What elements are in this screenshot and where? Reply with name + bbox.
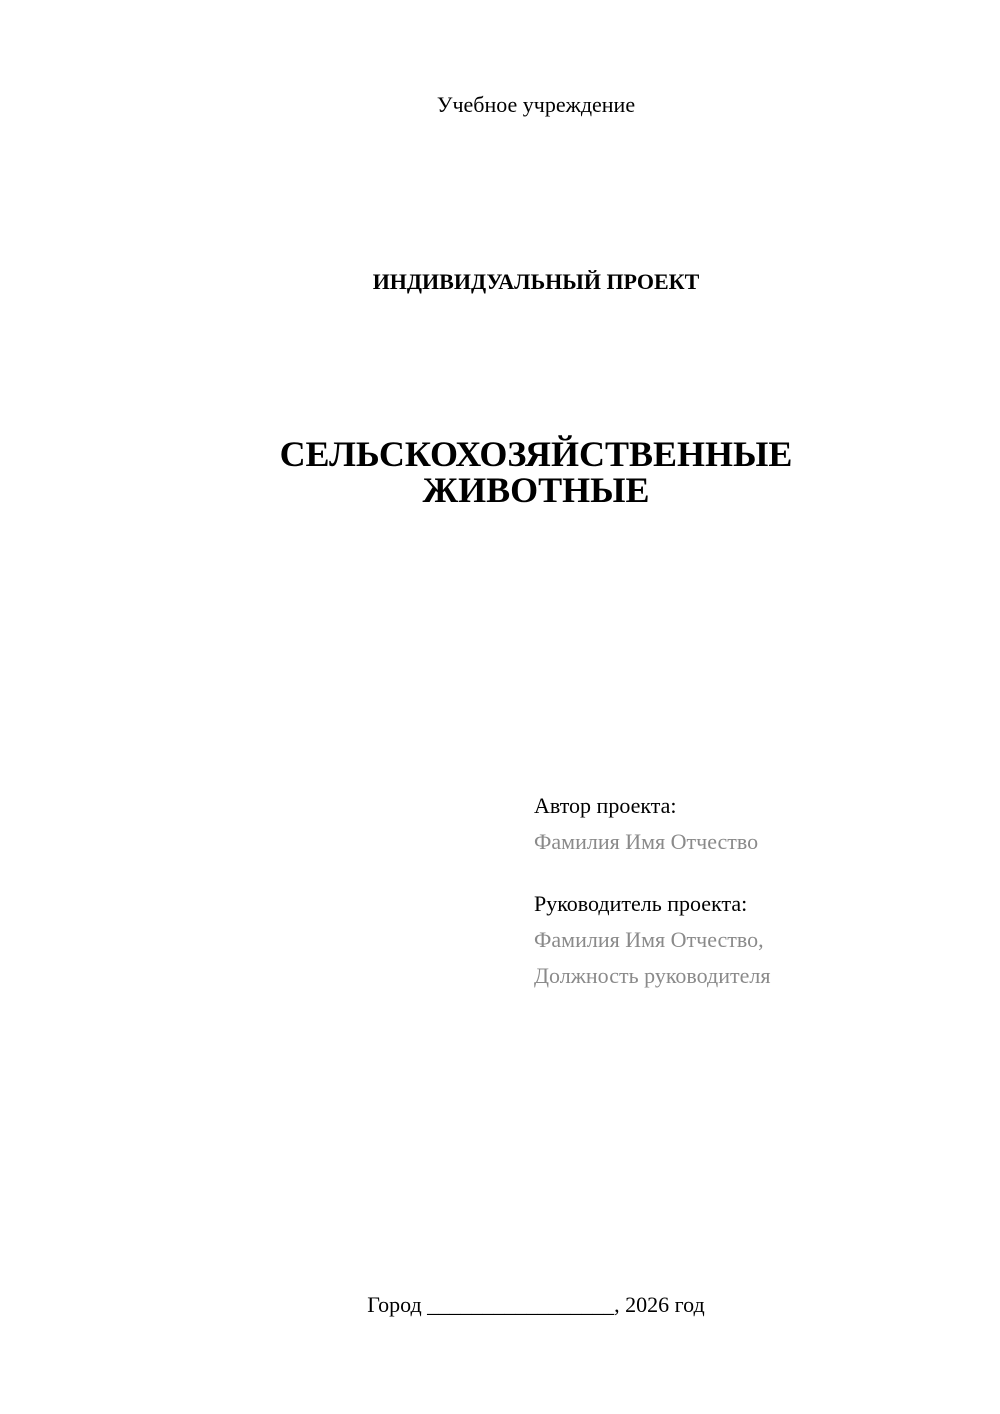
credits-block xyxy=(534,788,974,994)
author-label: Автор проекта: xyxy=(534,793,677,818)
author-name: Фамилия Имя Отчество xyxy=(534,829,759,854)
city-year-line: Город _________________, 2026 год xyxy=(367,1292,705,1317)
credits-spacer xyxy=(534,860,974,886)
institution-name: Учебное учреждение xyxy=(436,92,636,117)
project-title-line-1: СЕЛЬСКОХОЗЯЙСТВЕННЫЕ xyxy=(279,434,793,474)
document-type: ИНДИВИДУАЛЬНЫЙ ПРОЕКТ xyxy=(372,269,700,294)
supervisor-position: Должность руководителя xyxy=(534,963,771,988)
supervisor-label: Руководитель проекта: xyxy=(534,891,748,916)
supervisor-name: Фамилия Имя Отчество, xyxy=(534,927,764,952)
project-title-line-2: ЖИВОТНЫЕ xyxy=(422,470,650,510)
project-title xyxy=(0,436,1000,508)
